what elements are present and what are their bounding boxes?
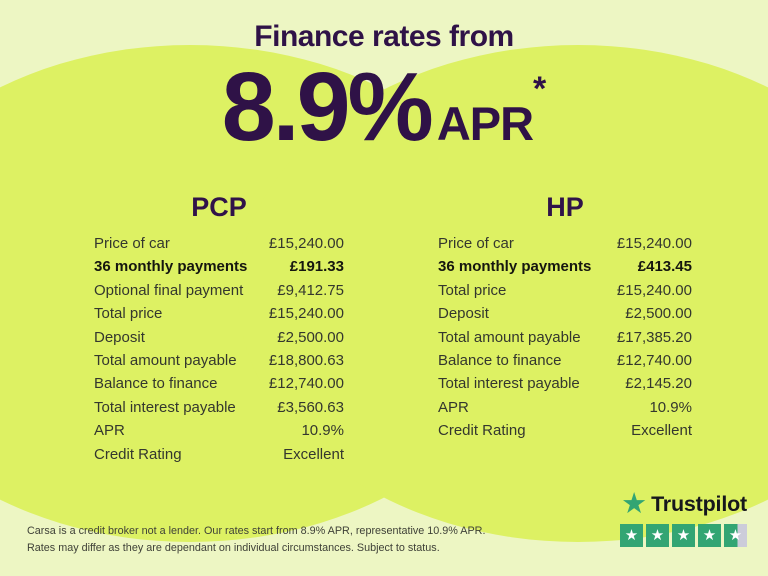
trustpilot-logo (620, 488, 747, 547)
trustpilot-rating-stars (620, 524, 747, 547)
row-label: Total interest payable (94, 398, 236, 416)
table-row (438, 372, 692, 395)
row-label: Total price (94, 305, 163, 323)
row-value: £12,740.00 (268, 375, 344, 393)
disclaimer-line-1: Carsa is a credit broker not a lender. Our rates start from 8.9% APR, representative 10.9% APR. (27, 525, 486, 537)
rate-asterisk: * (533, 70, 547, 108)
row-value: 10.9% (649, 398, 692, 416)
table-row (94, 396, 344, 419)
disclaimer-line-2: Rates may differ as they are dependant on individual circumstances. Subject to status. (27, 541, 440, 554)
star-box-full-icon: ★ (672, 524, 695, 547)
row-label: Balance to finance (438, 352, 562, 370)
row-value: £2,500.00 (277, 328, 344, 346)
row-value: Excellent (631, 422, 692, 440)
table-row (438, 279, 692, 302)
rate-unit: APR (436, 97, 534, 150)
table-row (94, 326, 344, 349)
row-value: £2,500.00 (625, 305, 692, 323)
star-box-full-icon: ★ (698, 524, 721, 547)
row-value: £3,560.63 (277, 398, 344, 416)
row-value: £15,240.00 (268, 235, 344, 252)
row-label: APR (438, 398, 469, 416)
table-row (438, 255, 692, 278)
row-value: £191.33 (289, 258, 344, 276)
table-row (94, 232, 344, 255)
hp-table (438, 192, 692, 443)
table-row (438, 349, 692, 372)
rate-line (0, 46, 768, 167)
row-label: Total price (438, 281, 507, 299)
table-row (438, 396, 692, 419)
rate-value: 8.9% (221, 52, 431, 161)
row-label: Optional final payment (94, 281, 244, 299)
row-value: £12,740.00 (616, 352, 692, 370)
pcp-table-title: PCP (191, 192, 247, 222)
row-label: Price of car (438, 235, 514, 252)
table-row (438, 326, 692, 349)
row-label: Deposit (438, 305, 489, 323)
row-label: 36 monthly payments (438, 258, 592, 276)
row-value: £15,240.00 (616, 281, 692, 299)
table-row (94, 372, 344, 395)
row-value: £2,145.20 (625, 375, 692, 393)
row-label: Balance to finance (94, 375, 218, 393)
trustpilot-wordmark-row (620, 488, 747, 520)
table-row (94, 279, 344, 302)
star-box-half-icon: ★ (724, 524, 747, 547)
row-label: Deposit (94, 328, 145, 346)
pcp-table (94, 192, 344, 466)
row-label: Price of car (94, 235, 170, 252)
row-value: £15,240.00 (268, 305, 344, 323)
table-row (94, 255, 344, 278)
row-label: Total amount payable (94, 352, 237, 370)
row-value: £18,800.63 (268, 352, 344, 370)
table-row (94, 443, 344, 466)
row-label: APR (94, 422, 125, 440)
row-value: £413.45 (637, 258, 692, 276)
trustpilot-wordmark: Trustpilot (651, 491, 747, 516)
legal-disclaimer (27, 523, 485, 556)
trustpilot-star-icon: ★ (621, 488, 648, 520)
row-label: Credit Rating (438, 422, 526, 440)
table-row (438, 419, 692, 442)
row-label: 36 monthly payments (94, 258, 248, 276)
row-label: Total amount payable (438, 328, 581, 346)
row-value: 10.9% (301, 422, 344, 440)
row-label: Total interest payable (438, 375, 580, 393)
table-row (94, 419, 344, 442)
hp-table-title: HP (546, 192, 584, 222)
star-box-full-icon: ★ (620, 524, 643, 547)
table-row (94, 302, 344, 325)
row-value: Excellent (283, 445, 344, 463)
table-row (94, 349, 344, 372)
row-label: Credit Rating (94, 445, 182, 463)
row-value: £9,412.75 (277, 281, 344, 299)
star-box-full-icon: ★ (646, 524, 669, 547)
headline: Finance rates from (254, 20, 514, 53)
row-value: £17,385.20 (616, 328, 692, 346)
table-row (438, 302, 692, 325)
table-row (438, 232, 692, 255)
row-value: £15,240.00 (616, 235, 692, 252)
